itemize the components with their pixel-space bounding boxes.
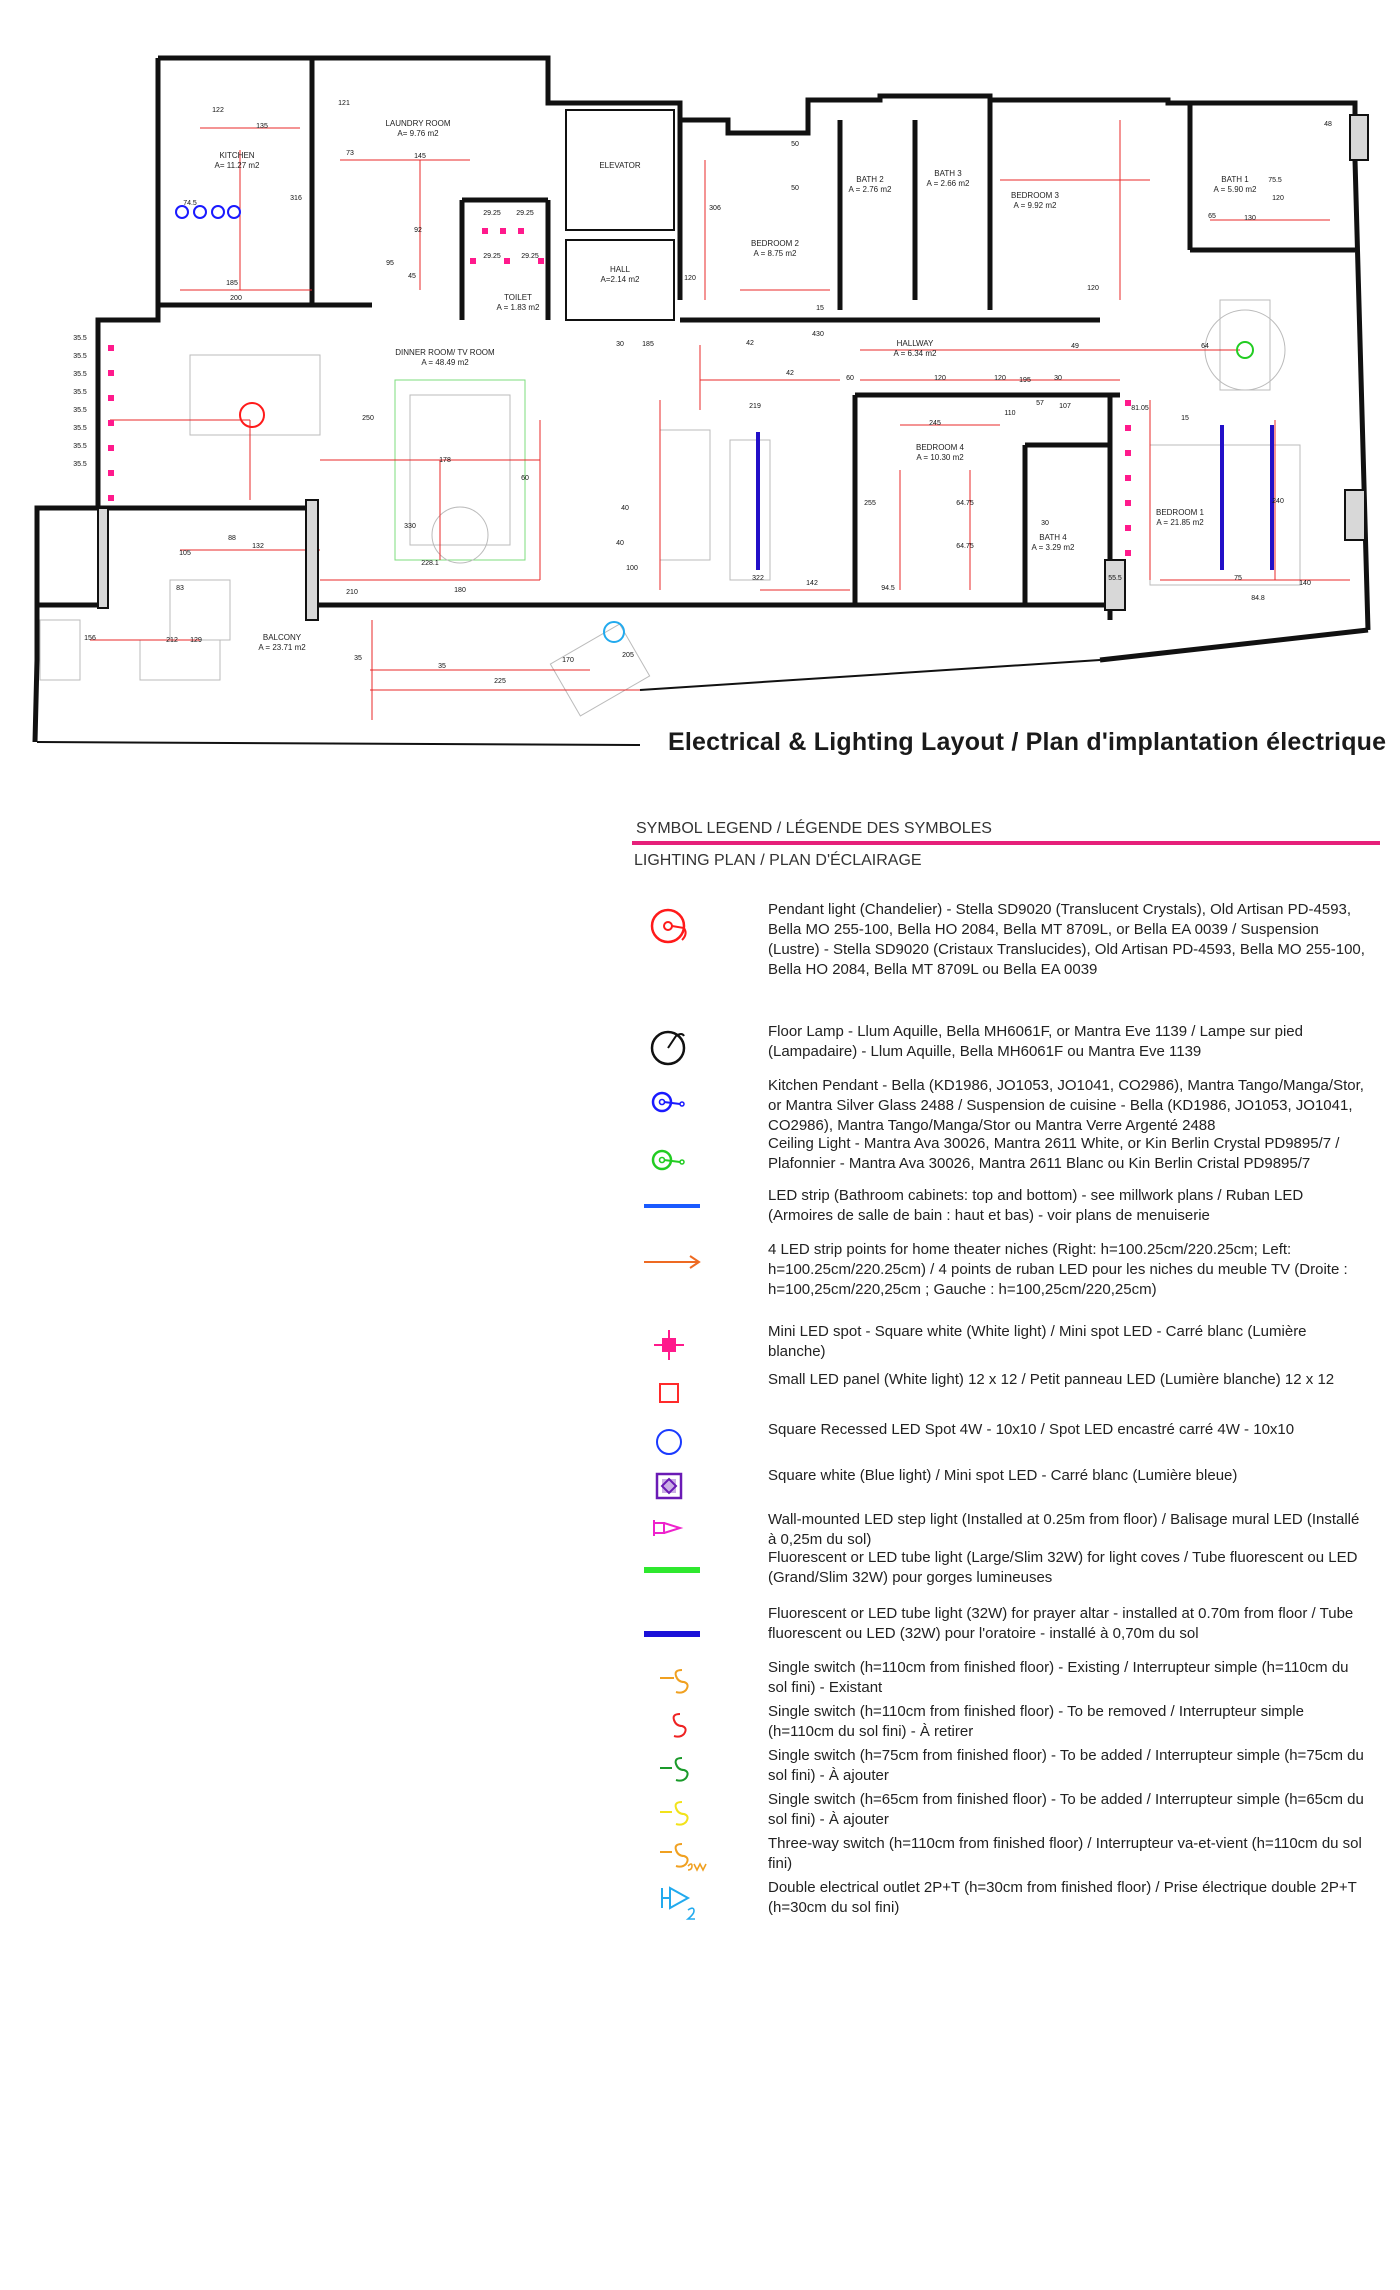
dimension-label: 81.05 bbox=[1131, 405, 1149, 412]
dimension-label: 255 bbox=[864, 500, 876, 507]
room-area-label: A = 9.92 m2 bbox=[1013, 201, 1057, 210]
legend-item-text: Wall-mounted LED step light (Installed at 0.25m from floor) / Balisage mural LED (Installé à 0,25m du sol) bbox=[768, 1511, 1360, 1548]
room-name-label: TOILET bbox=[504, 293, 532, 302]
dimension-label: 75.5 bbox=[1268, 177, 1282, 184]
dimension-label: 42 bbox=[786, 370, 794, 377]
dimension-label: 35.5 bbox=[73, 425, 87, 432]
room-area-label: A = 2.66 m2 bbox=[926, 179, 970, 188]
dimension-label: 15 bbox=[1181, 415, 1189, 422]
dimension-label: 107 bbox=[1059, 403, 1071, 410]
dimension-label: 30 bbox=[1041, 520, 1049, 527]
dimension-label: 135 bbox=[256, 123, 268, 130]
dimension-label: 73 bbox=[346, 150, 354, 157]
dimension-label: 170 bbox=[562, 657, 574, 664]
dimension-label: 35.5 bbox=[73, 407, 87, 414]
legend-item-text: Small LED panel (White light) 12 x 12 / Petit panneau LED (Lumière blanche) 12 x 12 bbox=[768, 1371, 1335, 1388]
room-area-label: A= 9.76 m2 bbox=[397, 129, 439, 138]
room-name-label: BATH 1 bbox=[1221, 175, 1249, 184]
legend-item-text: Double electrical outlet 2P+T (h=30cm from finished floor) / Prise électrique double 2P+T (h=30cm du sol fini) bbox=[768, 1879, 1357, 1916]
dimension-label: 94.5 bbox=[881, 585, 895, 592]
room-area-label: A = 48.49 m2 bbox=[421, 358, 469, 367]
legend-item-text: Single switch (h=110cm from finished floor) - To be removed / Interrupteur simple (h=110cm du sol fini) - À retirer bbox=[768, 1703, 1304, 1740]
dimension-label: 105 bbox=[179, 550, 191, 557]
dimension-label: 45 bbox=[408, 273, 416, 280]
dimension-label: 35.5 bbox=[73, 389, 87, 396]
legend-item-text: Kitchen Pendant - Bella (KD1986, JO1053, JO1041, CO2986), Mantra Tango/Manga/Stor, or Mantra Silver Glass 2488 / Suspension de cuisine - Bella (KD1986, JO1053, JO1041, CO2986), Mantra Tango/Manga/Stor ou Mantra Verre Argenté 2488 bbox=[768, 1077, 1364, 1134]
dimension-label: 219 bbox=[749, 403, 761, 410]
dimension-label: 178 bbox=[439, 457, 451, 464]
dimension-label: 92 bbox=[414, 227, 422, 234]
dimension-label: 35.5 bbox=[73, 443, 87, 450]
room-area-label: A = 1.83 m2 bbox=[496, 303, 540, 312]
room-area-label: A=2.14 m2 bbox=[600, 275, 640, 284]
room-name-label: BATH 2 bbox=[856, 175, 884, 184]
dimension-label: 205 bbox=[622, 652, 634, 659]
legend-item-text: Mini LED spot - Square white (White light) / Mini spot LED - Carré blanc (Lumière blanche) bbox=[768, 1323, 1307, 1360]
dimension-label: 64.75 bbox=[956, 543, 974, 550]
legend-item-text: Pendant light (Chandelier) - Stella SD9020 (Translucent Crystals), Old Artisan PD-4593, Bella MO 255-100, Bella HO 2084, Bella MT 8709L, or Bella EA 0039 / Suspension (Lustre) - Stella SD9020 (Cristaux Translucides), Old Artisan PD-4593, Bella MO 255-100, Bella HO 2084, Bella MT 8709L ou Bella EA 0039 bbox=[768, 901, 1365, 978]
dimension-label: 120 bbox=[994, 375, 1006, 382]
legend-item-text: LED strip (Bathroom cabinets: top and bottom) - see millwork plans / Ruban LED (Armoires de salle de bain : haut et bas) - voir plans de menuiserie bbox=[768, 1187, 1304, 1224]
dimension-label: 29.25 bbox=[483, 210, 501, 217]
legend-item-text: Single switch (h=65cm from finished floor) - To be added / Interrupteur simple (h=65cm du sol fini) - À ajouter bbox=[768, 1791, 1364, 1828]
legend-item-text: Ceiling Light - Mantra Ava 30026, Mantra 2611 White, or Kin Berlin Crystal PD9895/7 / Plafonnier - Mantra Ava 30026, Mantra 2611 Blanc ou Kin Berlin Cristal PD9895/7 bbox=[768, 1135, 1340, 1172]
room-area-label: A = 2.76 m2 bbox=[848, 185, 892, 194]
legend-item-text: Fluorescent or LED tube light (Large/Slim 32W) for light coves / Tube fluorescent ou LED (Grand/Slim 32W) pour gorges lumineuses bbox=[768, 1549, 1358, 1586]
dimension-label: 240 bbox=[1272, 498, 1284, 505]
room-area-label: A = 3.29 m2 bbox=[1031, 543, 1075, 552]
dimension-label: 15 bbox=[816, 305, 824, 312]
small-led-panel-icon bbox=[632, 1370, 742, 1424]
legend-rule bbox=[632, 841, 1380, 845]
dimension-label: 330 bbox=[404, 523, 416, 530]
dimension-label: 50 bbox=[791, 185, 799, 192]
dimension-label: 322 bbox=[752, 575, 764, 582]
dimension-label: 245 bbox=[929, 420, 941, 427]
dimension-label: 132 bbox=[252, 543, 264, 550]
dimension-label: 120 bbox=[934, 375, 946, 382]
dimension-label: 40 bbox=[621, 505, 629, 512]
room-area-label: A= 11.27 m2 bbox=[214, 161, 260, 170]
dimension-label: 35.5 bbox=[73, 461, 87, 468]
legend-item-text: Floor Lamp - Llum Aquille, Bella MH6061F, or Mantra Eve 1139 / Lampe sur pied (Lampadaire) - Llum Aquille, Bella MH6061F ou Mantra Eve 1139 bbox=[768, 1023, 1303, 1060]
dimension-label: 200 bbox=[230, 295, 242, 302]
dimension-label: 142 bbox=[806, 580, 818, 587]
dimension-label: 180 bbox=[454, 587, 466, 594]
mini-led-spot-icon bbox=[632, 1322, 742, 1376]
tube-light-cove-icon bbox=[632, 1548, 742, 1602]
dimension-label: 185 bbox=[642, 341, 654, 348]
dimension-label: 35.5 bbox=[73, 371, 87, 378]
plan-pendants bbox=[176, 206, 1253, 642]
room-name-label: ELEVATOR bbox=[599, 161, 641, 170]
plan-title: Electrical & Lighting Layout / Plan d'implantation électrique bbox=[668, 728, 1387, 756]
dimension-label: 110 bbox=[1004, 410, 1016, 417]
dimension-label: 40 bbox=[616, 540, 624, 547]
legend-item-text: Single switch (h=75cm from finished floor) - To be added / Interrupteur simple (h=75cm du sol fini) - À ajouter bbox=[768, 1747, 1364, 1784]
symbol-legend bbox=[632, 880, 1380, 2280]
dimension-label: 122 bbox=[212, 107, 224, 114]
dimension-label: 35 bbox=[438, 663, 446, 670]
legend-item-text: Single switch (h=110cm from finished floor) - Existing / Interrupteur simple (h=110cm du sol fini) - Existant bbox=[768, 1659, 1349, 1696]
structural-columns bbox=[98, 115, 1368, 620]
dimension-label: 430 bbox=[812, 331, 824, 338]
dimension-label: 48 bbox=[1324, 121, 1332, 128]
dimension-label: 83 bbox=[176, 585, 184, 592]
room-labels bbox=[215, 119, 1258, 652]
dimension-label: 156 bbox=[84, 635, 96, 642]
dimension-label: 225 bbox=[494, 678, 506, 685]
floor-plan bbox=[0, 0, 1400, 760]
dimension-label: 55.5 bbox=[1108, 575, 1122, 582]
dimension-label: 212 bbox=[166, 637, 178, 644]
legend-heading: SYMBOL LEGEND / LÉGENDE DES SYMBOLES bbox=[636, 820, 992, 837]
dimension-label: 210 bbox=[346, 589, 358, 596]
dimension-label: 195 bbox=[1019, 377, 1031, 384]
elevator-shaft bbox=[566, 110, 674, 320]
room-name-label: BATH 3 bbox=[934, 169, 962, 178]
room-name-label: BEDROOM 1 bbox=[1155, 508, 1205, 517]
altar-tube-lights bbox=[758, 425, 1272, 570]
led-strip-point-arrow-icon bbox=[632, 1240, 742, 1294]
legend-item-text: 4 LED strip points for home theater niches (Right: h=100.25cm/220.25cm; Left: h=100.25cm/220.25cm) / 4 points de ruban LED pour les niches du meuble TV (Droite : h=100,25cm/220,25cm ; Gauche : h=100,25cm/220,25cm) bbox=[768, 1241, 1348, 1298]
kitchen-pendant-icon bbox=[632, 1076, 742, 1130]
dimension-label: 29.25 bbox=[521, 253, 539, 260]
dimension-label: 84.8 bbox=[1251, 595, 1265, 602]
tube-light-altar-icon bbox=[632, 1604, 742, 1658]
room-name-label: BEDROOM 2 bbox=[750, 239, 800, 248]
legend-subheading: LIGHTING PLAN / PLAN D'ÉCLAIRAGE bbox=[634, 852, 922, 869]
room-area-label: A = 8.75 m2 bbox=[753, 249, 797, 258]
room-name-label: DINNER ROOM/ TV ROOM bbox=[395, 348, 495, 357]
dimension-label: 65 bbox=[1208, 213, 1216, 220]
dimension-label: 30 bbox=[616, 341, 624, 348]
dimension-label: 145 bbox=[414, 153, 426, 160]
dimension-label: 88 bbox=[228, 535, 236, 542]
dimension-label: 60 bbox=[846, 375, 854, 382]
dimension-label: 130 bbox=[1244, 215, 1256, 222]
pendant-light-icon bbox=[632, 900, 742, 954]
dimension-label: 29.25 bbox=[516, 210, 534, 217]
dimension-label: 129 bbox=[190, 637, 202, 644]
ceiling-light-icon bbox=[632, 1134, 742, 1188]
room-name-label: HALLWAY bbox=[896, 339, 934, 348]
dimension-label: 57 bbox=[1036, 400, 1044, 407]
room-name-label: BEDROOM 3 bbox=[1010, 191, 1060, 200]
legend-item-text: Three-way switch (h=110cm from finished floor) / Interrupteur va-et-vient (h=110cm du sol fini) bbox=[768, 1835, 1362, 1872]
dimension-label: 250 bbox=[362, 415, 374, 422]
room-name-label: LAUNDRY ROOM bbox=[385, 119, 451, 128]
legend-item-text: Square white (Blue light) / Mini spot LED - Carré blanc (Lumière bleue) bbox=[768, 1467, 1238, 1484]
dimension-label: 74.5 bbox=[183, 200, 197, 207]
dimension-label: 120 bbox=[1087, 285, 1099, 292]
dimension-label: 316 bbox=[290, 195, 302, 202]
room-area-label: A = 6.34 m2 bbox=[893, 349, 937, 358]
dimension-label: 140 bbox=[1299, 580, 1311, 587]
room-name-label: BATH 4 bbox=[1039, 533, 1067, 542]
room-area-label: A = 5.90 m2 bbox=[1213, 185, 1257, 194]
dimension-label: 121 bbox=[338, 100, 350, 107]
dimension-label: 185 bbox=[226, 280, 238, 287]
legend-item-text: Fluorescent or LED tube light (32W) for prayer altar - installed at 0.70m from floor / Tube fluorescent ou LED (32W) pour l'oratoire - installé à 0,70m du sol bbox=[768, 1605, 1354, 1642]
floor-lamp-icon bbox=[632, 1022, 742, 1076]
dimension-label: 49 bbox=[1071, 343, 1079, 350]
room-area-label: A = 21.85 m2 bbox=[1156, 518, 1204, 527]
room-area-label: A = 10.30 m2 bbox=[916, 453, 964, 462]
legend-item-text: Square Recessed LED Spot 4W - 10x10 / Spot LED encastré carré 4W - 10x10 bbox=[768, 1421, 1295, 1438]
dimension-label: 42 bbox=[746, 340, 754, 347]
room-area-label: A = 23.71 m2 bbox=[258, 643, 306, 652]
dimension-label: 64 bbox=[1201, 343, 1209, 350]
dimension-label: 228.1 bbox=[421, 560, 439, 567]
dimension-label: 35.5 bbox=[73, 335, 87, 342]
room-name-label: HALL bbox=[609, 265, 631, 274]
dimension-label: 50 bbox=[791, 141, 799, 148]
room-name-label: BALCONY bbox=[262, 633, 302, 642]
room-name-label: BEDROOM 4 bbox=[915, 443, 965, 452]
room-name-label: KITCHEN bbox=[219, 151, 255, 160]
dimension-label: 306 bbox=[709, 205, 721, 212]
dimension-label: 64.75 bbox=[956, 500, 974, 507]
dimension-label: 30 bbox=[1054, 375, 1062, 382]
dimension-label: 100 bbox=[626, 565, 638, 572]
led-strip-icon bbox=[632, 1186, 742, 1240]
dimension-label: 29.25 bbox=[483, 253, 501, 260]
dimension-label: 120 bbox=[1272, 195, 1284, 202]
dimension-label: 120 bbox=[684, 275, 696, 282]
dimension-label: 60 bbox=[521, 475, 529, 482]
dimension-label: 35.5 bbox=[73, 353, 87, 360]
dimension-label: 35 bbox=[354, 655, 362, 662]
dimension-label: 75 bbox=[1234, 575, 1242, 582]
dimension-label: 95 bbox=[386, 260, 394, 267]
dimension-labels bbox=[73, 100, 1332, 685]
double-outlet-icon bbox=[632, 1878, 742, 1932]
